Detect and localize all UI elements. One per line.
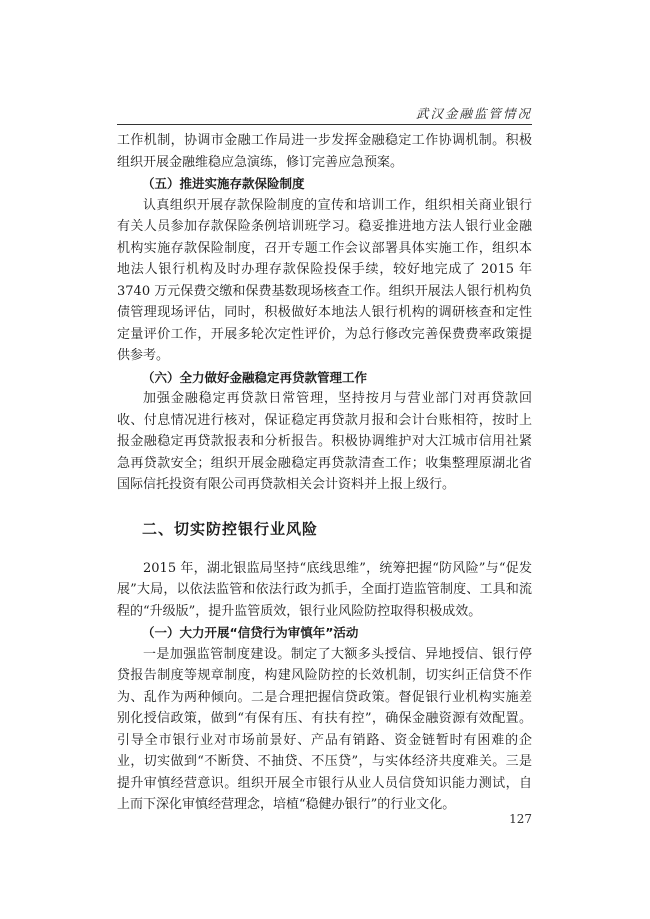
page-number: 127 xyxy=(509,812,532,826)
paragraph-refinancing: 加强金融稳定再贷款日常管理，坚持按月与营业部门对再贷款回收、付息情况进行核对，保证稳定再贷款月报和会计台账相符，按时上报金融稳定再贷款报表和分析报告。积极协调维护对大江城市信用社紧急再贷款安全；组织开展金融稳定再贷款清查工作；收集整理原湖北省国际信托投资有限公司再贷款相关会计资料并上报上级行。 xyxy=(117,391,532,492)
subheading-deposit-insurance: （五）推进实施存款保险制度 xyxy=(142,176,305,191)
paragraph-risk-control-intro: 2015 年，湖北银监局坚持“底线思维”，统筹把握“防风险”与“促发展”大局，以依法监管和依法行政为抓手，全面打造监管制度、工具和流程的“升级版”，提升监管质效，银行业风险防控取得积极成效。 xyxy=(117,560,532,619)
page-body xyxy=(117,130,532,816)
subheading-refinancing: （六）全力做好金融稳定再贷款管理工作 xyxy=(142,369,368,385)
paragraph-credit-prudence: 一是加强监管制度建设。制定了大额多头授信、异地授信、银行停贷报告制度等规章制度，构建风险防控的长效机制，切实纠正信贷不作为、乱作为两种倾向。二是合理把握信贷政策。督促银行业机构实施差别化授信政策，做到“有保有压、有扶有控”，确保金融资源有效配置。引导全市银行业对市场前景好、产品有销路、资金链暂时有困难的企业，切实做到“不断贷、不抽贷、不压贷”，与实体经济共度难关。三是提升审慎经营意识。组织开展全市银行从业人员信贷知识能力测试，自上而下深化审慎经营理念，培植“稳健办银行”的行业文化。 xyxy=(117,646,532,812)
paragraph-continued: 工作机制，协调市金融工作局进一步发挥金融稳定工作协调机制。积极组织开展金融维稳应急演练，修订完善应急预案。 xyxy=(117,133,532,170)
running-header: 武汉金融监管情况 xyxy=(415,106,532,121)
header-rule xyxy=(117,124,532,125)
subheading-credit-prudence-year: （一）大力开展“信贷行为审慎年”活动 xyxy=(142,625,359,640)
paragraph-deposit-insurance: 认真组织开展存款保险制度的宣传和培训工作，组织相关商业银行有关人员参加存款保险条例培训班学习。稳妥推进地方法人银行业金融机构实施存款保险制度，召开专题工作会议部署具体实施工作，组织本地法人银行机构及时办理存款保险投保手续，较好地完成了 2015 年 3740 万元保费交缴和保费基数现场核查工作。组织开展法人银行机构负债管理现场评估，同时，积极做好本地法人银行机构的调研核查和定性定量评价工作，开展多轮次定性评价，为总行修改完善保费费率政策提供参考。 xyxy=(117,197,532,363)
section-title-risk-control: 二、切实防控银行业风险 xyxy=(142,519,319,538)
